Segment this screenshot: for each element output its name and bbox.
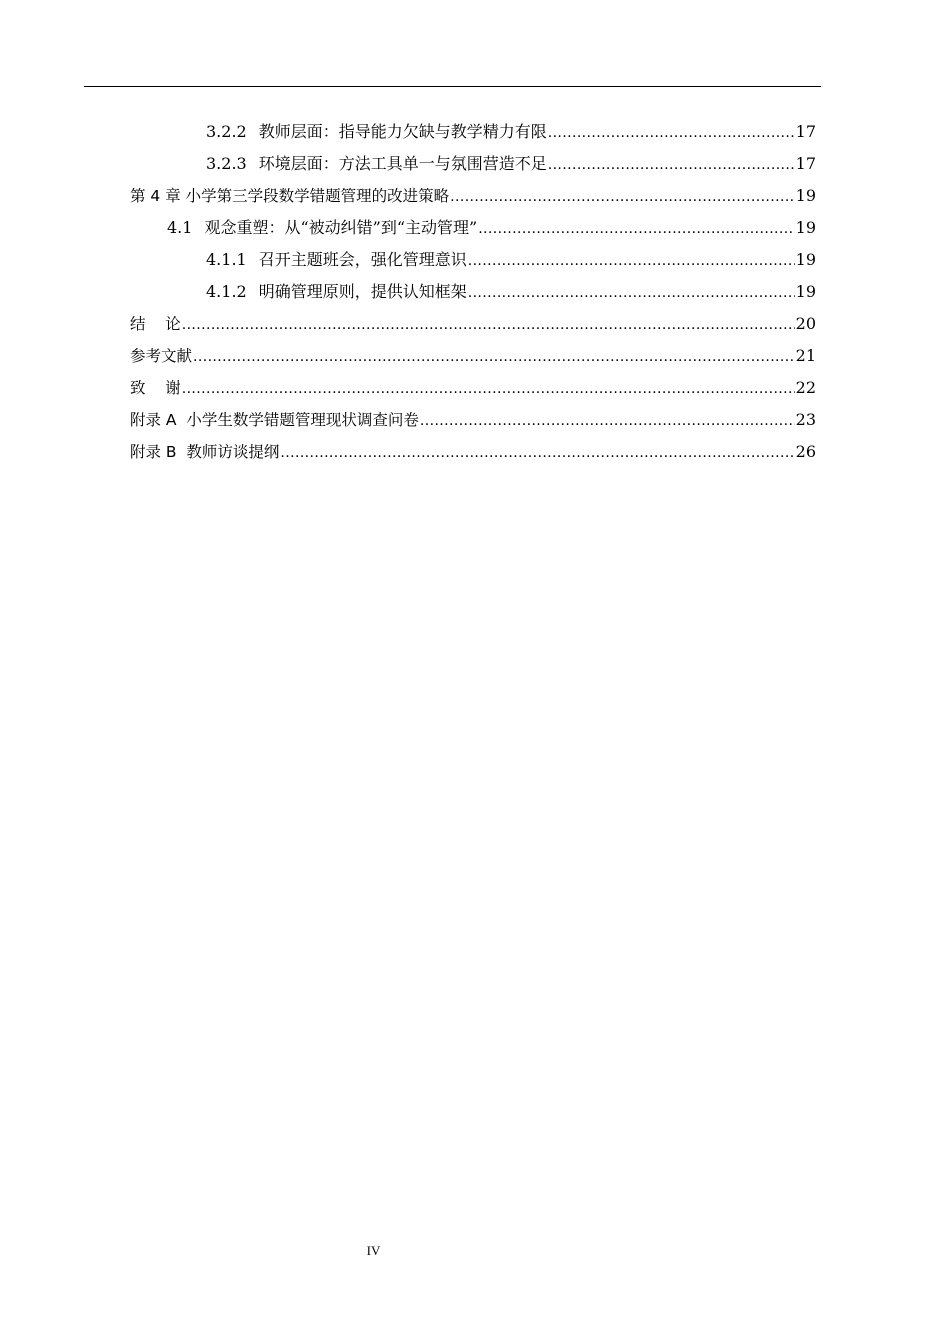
- toc-entry-page: 26: [795, 442, 816, 461]
- toc-dot-leader: [450, 180, 794, 213]
- toc-entry-title: 观念重塑：从“被动纠错”到“主动管理”: [204, 218, 478, 237]
- toc-dot-leader: [280, 436, 794, 469]
- toc-entry-title: 参考文献: [130, 347, 193, 365]
- toc-entry-appendix-a[interactable]: [130, 404, 816, 436]
- toc-dot-leader: [468, 276, 795, 309]
- toc-entry-page: 19: [795, 186, 816, 205]
- toc-entry-references[interactable]: [130, 340, 816, 372]
- toc-entry-number: 4.1.2: [206, 282, 247, 301]
- toc-entry-acknowledgements[interactable]: [130, 372, 816, 404]
- toc-entry-3-2-2[interactable]: [130, 116, 816, 148]
- toc-entry-page: 17: [795, 122, 816, 141]
- toc-entry-title: 致 谢: [130, 379, 181, 397]
- toc-entry-page: 22: [795, 378, 816, 397]
- page-number: IV: [366, 1243, 381, 1258]
- toc-dot-leader: [548, 116, 795, 149]
- toc-entry-title: 环境层面：方法工具单一与氛围营造不足: [258, 154, 547, 173]
- toc-dot-leader: [478, 212, 794, 245]
- toc-entry-page: 19: [795, 218, 816, 237]
- toc-entry-appendix-b[interactable]: [130, 436, 816, 468]
- toc-entry-title: 第 4 章 小学第三学段数学错题管理的改进策略: [130, 187, 450, 205]
- toc-entry-page: 19: [795, 282, 816, 301]
- table-of-contents: [130, 116, 816, 468]
- toc-entry-chapter-4[interactable]: [130, 180, 816, 212]
- toc-entry-3-2-3[interactable]: [130, 148, 816, 180]
- header-rule: [84, 86, 821, 87]
- toc-dot-leader: [193, 340, 795, 373]
- toc-dot-leader: [182, 308, 795, 341]
- toc-entry-page: 23: [795, 410, 816, 429]
- toc-entry-conclusion[interactable]: [130, 308, 816, 340]
- toc-entry-title: 结 论: [130, 315, 181, 333]
- toc-dot-leader: [548, 148, 795, 181]
- toc-entry-title: 召开主题班会，强化管理意识: [258, 250, 467, 269]
- toc-entry-number: 3.2.3: [206, 154, 247, 173]
- toc-entry-number: 3.2.2: [206, 122, 247, 141]
- toc-entry-page: 19: [795, 250, 816, 269]
- toc-dot-leader: [468, 244, 795, 277]
- toc-entry-title: 明确管理原则，提供认知框架: [258, 282, 467, 301]
- toc-entry-4-1[interactable]: [130, 212, 816, 244]
- toc-entry-number: 4.1: [167, 218, 193, 237]
- toc-entry-page: 20: [795, 314, 816, 333]
- toc-entry-page: 21: [795, 346, 816, 365]
- toc-entry-number: 4.1.1: [206, 250, 247, 269]
- toc-dot-leader: [182, 372, 795, 405]
- toc-entry-title: 附录 B 教师访谈提纲: [130, 443, 280, 461]
- toc-dot-leader: [420, 404, 795, 437]
- toc-entry-4-1-2[interactable]: [130, 276, 816, 308]
- toc-entry-title: 教师层面：指导能力欠缺与教学精力有限: [258, 122, 547, 141]
- toc-entry-4-1-1[interactable]: [130, 244, 816, 276]
- toc-entry-page: 17: [795, 154, 816, 173]
- toc-entry-title: 附录 A 小学生数学错题管理现状调查问卷: [130, 411, 419, 429]
